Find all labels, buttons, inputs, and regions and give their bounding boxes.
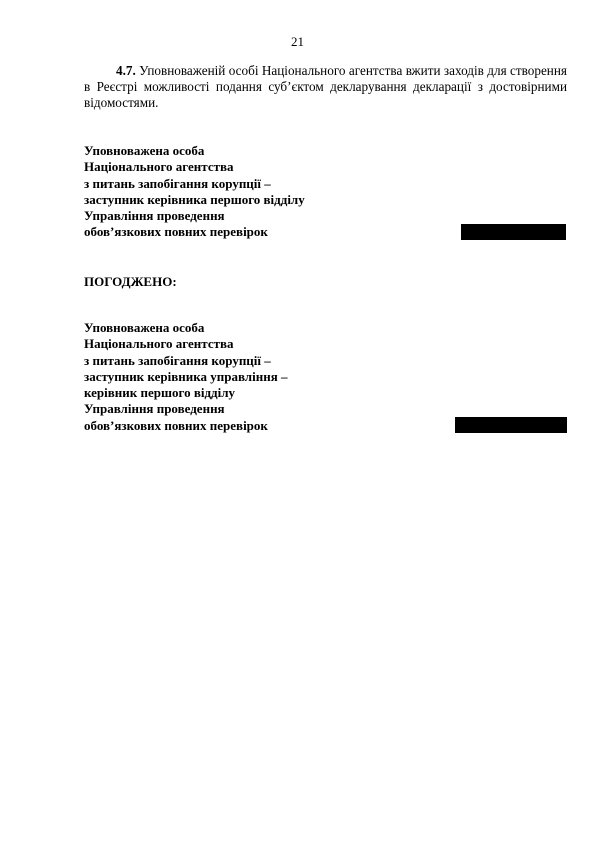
signature-2-line: обов’язкових повних перевірок [84, 417, 268, 433]
redacted-name-2 [455, 417, 567, 433]
signature-block-2 [84, 320, 287, 434]
signature-2-line: Уповноважена особа [84, 320, 205, 335]
signature-2-line: заступник керівника управління – [84, 368, 288, 384]
signature-1-line: з питань запобігання корупції – [84, 175, 271, 191]
signature-1-line: заступник керівника першого відділу [84, 191, 305, 207]
signature-2-line: Національного агентства [84, 336, 234, 352]
signature-1-line: Уповноважена особа [84, 143, 205, 158]
paragraph-4-7 [84, 63, 567, 111]
signature-block-1 [84, 143, 305, 241]
signature-1-line: Національного агентства [84, 159, 234, 175]
signature-2-line: з питань запобігання корупції – [84, 352, 271, 368]
signature-1-line: обов’язкових повних перевірок [84, 224, 268, 240]
agreed-heading: ПОГОДЖЕНО: [84, 274, 177, 289]
paragraph-number: 4.7. [116, 63, 136, 78]
signature-2-line: Управління проведення [84, 401, 225, 417]
redacted-name-1 [461, 224, 566, 240]
paragraph-text: Уповноваженій особі Національного агентства вжити заходів для створення в Реєстрі можливості подання суб’єктом декларування декларації з достовірними відомостями. [84, 63, 567, 110]
signature-1-line: Управління проведення [84, 208, 225, 224]
signature-2-line: керівник першого відділу [84, 385, 236, 401]
page-number: 21 [291, 34, 304, 49]
